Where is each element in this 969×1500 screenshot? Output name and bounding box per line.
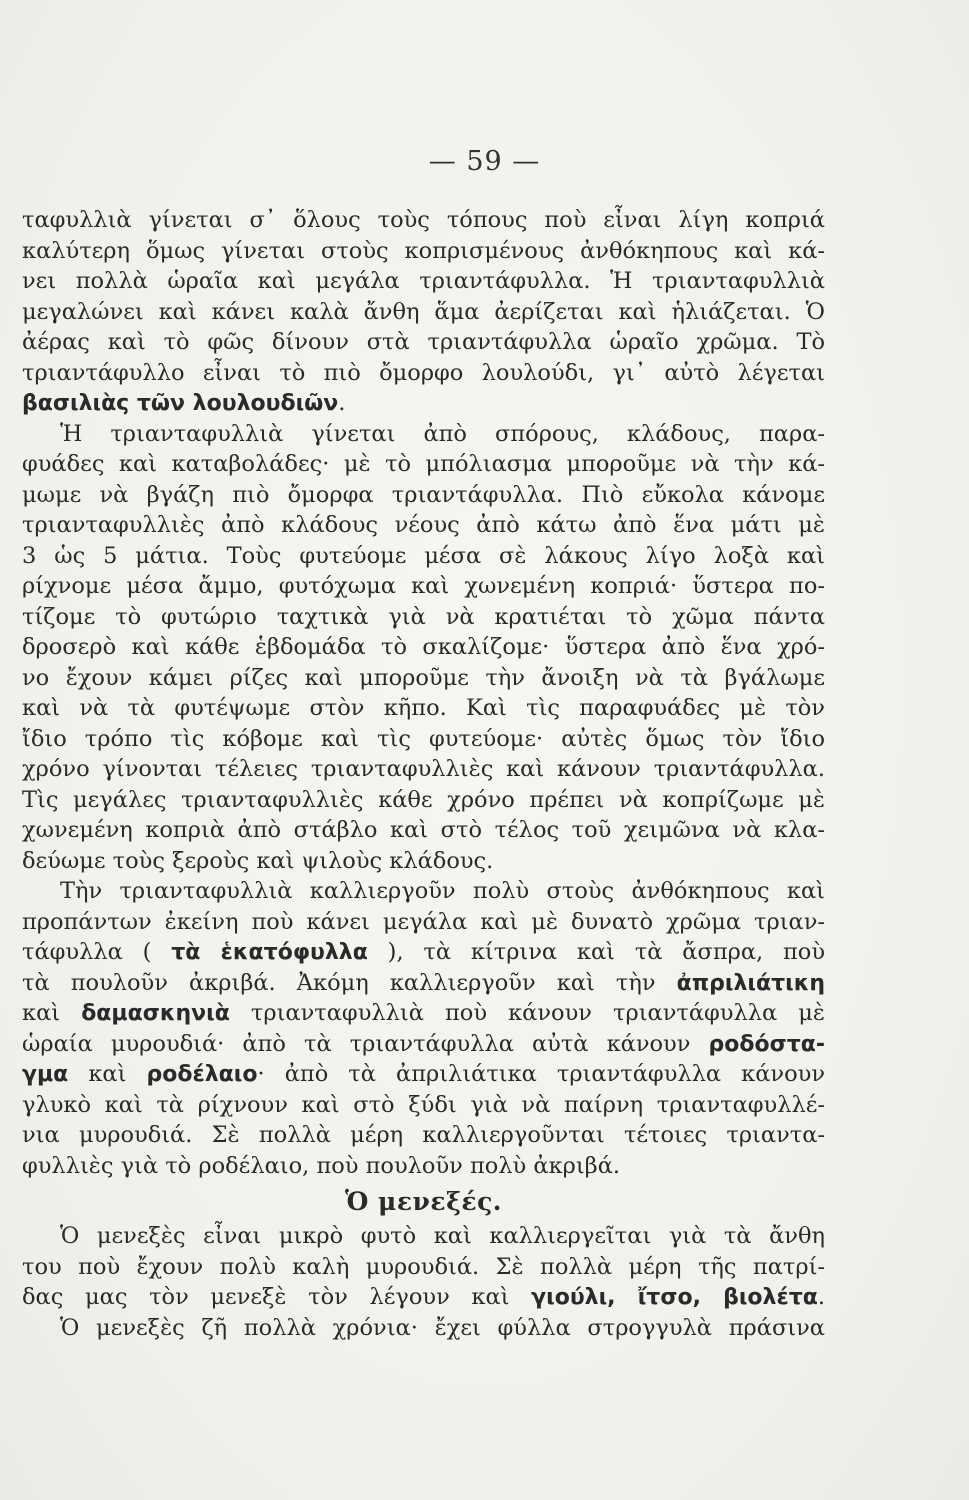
bold-term: ροδέλαιο	[146, 1062, 258, 1087]
text-line: του ποὺ ἔχουν πολὺ καλὴ μυρουδιά. Σὲ πολλὰ μέρη τῆς πατρί-	[22, 1253, 825, 1280]
bold-term: δαμασκηνιὰ	[81, 1001, 230, 1026]
text-line: Τὴν τριανταφυλλιὰ καλλιεργοῦν πολὺ στοὺς ἀνθόκηπους καὶ	[60, 878, 825, 904]
text-line: μωμε νὰ βγάζη πιὸ ὄμορφα τριαντάφυλλα. Πιὸ εὔκολα κάνομε	[22, 481, 825, 508]
text-line: προπάντων ἐκείνη ποὺ κάνει μεγάλα καὶ μὲ δυνατὸ χρῶμα τριαν-	[22, 908, 825, 935]
text-line: νο ἔχουν κάμει ρίζες καὶ μποροῦμε τὴν ἄνοιξη νὰ τὰ βγάλωμε	[22, 664, 825, 691]
page-number: — 59 —	[428, 146, 541, 177]
text-line: Τὶς μεγάλες τριανταφυλλιὲς κάθε χρόνο πρέπει νὰ κοπρίζωμε μὲ	[22, 786, 825, 813]
text-line	[22, 388, 825, 419]
text-line: ρίχνομε μέσα ἄμμο, φυτόχωμα καὶ χωνεμένη κοπριά· ὕστερα πο-	[22, 573, 825, 599]
text-line: ἀέρας καὶ τὸ φῶς δίνουν στὰ τριαντάφυλλα ὡραῖο χρῶμα. Τὸ	[22, 329, 825, 355]
text-line	[22, 1059, 825, 1090]
text-segment: ), τὰ κίτρινα καὶ τὰ ἄσπρα, ποὺ	[367, 939, 826, 965]
text-line: ἴδιο τρόπο τὶς κόβομε καὶ τὶς φυτεύομε· αὐτὲς ὅμως τὸν ἴδιο	[22, 725, 825, 752]
text-line: χωνεμένη κοπριὰ ἀπὸ στάβλο καὶ στὸ τέλος τοῦ χειμῶνα νὰ κλα-	[22, 817, 825, 843]
text-segment: .	[817, 1284, 825, 1310]
text-line: δροσερὸ καὶ κάθε ἑβδομάδα τὸ σκαλίζομε· ὕστερα ἀπὸ ἕνα χρό-	[22, 634, 825, 660]
text-line: δεύωμε τοὺς ξεροὺς καὶ ψιλοὺς κλάδους.	[22, 847, 494, 874]
text-line	[22, 998, 825, 1029]
text-line: τριαντάφυλλο εἶναι τὸ πιὸ ὄμορφο λουλούδι, γι᾽ αὐτὸ λέγεται	[22, 359, 825, 386]
text-line: Ὁ μενεξὲς ζῆ πολλὰ χρόνια· ἔχει φύλλα στρογγυλὰ πράσινα	[60, 1314, 825, 1341]
text-line: νια μυρουδιά. Σὲ πολλὰ μέρη καλλιεργοῦνται τέτοιες τριαντα-	[22, 1122, 825, 1148]
text-line: ταφυλλιὰ γίνεται σ᾽ ὅλους τοὺς τόπους ποὺ εἶναι λίγη κοπριά	[22, 207, 825, 233]
text-line: τριανταφυλλιὲς ἀπὸ κλάδους νέους ἀπὸ κάτω ἀπὸ ἕνα μάτι μὲ	[22, 512, 825, 538]
text-segment: τάφυλλα (	[22, 939, 172, 965]
text-line	[22, 968, 825, 999]
text-line: γλυκὸ καὶ τὰ ρίχνουν καὶ στὸ ξύδι γιὰ νὰ παίρνη τριανταφυλλέ-	[22, 1091, 825, 1118]
bold-term: ροδόστα-	[708, 1031, 825, 1057]
text-line: χρόνο γίνονται τέλειες τριανταφυλλιὲς καὶ κάνουν τριαντάφυλλα.	[22, 756, 825, 782]
text-segment: καὶ	[22, 1000, 82, 1026]
text-line: νει πολλὰ ὡραῖα καὶ μεγάλα τριαντάφυλλα. Ἡ τριανταφυλλιὰ	[22, 268, 825, 294]
text-line: καλύτερη ὅμως γίνεται στοὺς κοπρισμένους ἀνθόκηπους καὶ κά-	[22, 237, 825, 264]
text-segment: καὶ	[68, 1061, 147, 1087]
text-segment: .	[338, 390, 346, 416]
section-heading: Ὁ μενεξές.	[344, 1187, 503, 1216]
bold-term: ἀπριλιάτικη	[676, 970, 825, 996]
text-segment: ὡραία μυρουδιά· ἀπὸ τὰ τριαντάφυλλα αὐτὰ κάνουν	[22, 1030, 709, 1057]
text-line: Ὁ μενεξὲς εἶναι μικρὸ φυτὸ καὶ καλλιεργεῖται γιὰ τὰ ἄνθη	[60, 1223, 825, 1249]
text-segment: τριανταφυλλιὰ ποὺ κάνουν τριαντάφυλλα μὲ	[229, 1000, 825, 1026]
text-segment: τὰ πουλοῦν ἀκριβά. Ἀκόμη καλλιεργοῦν καὶ τὴν	[22, 969, 677, 996]
text-line: φυάδες καὶ καταβολάδες· μὲ τὸ μπόλιασμα μποροῦμε νὰ τὴν κά-	[22, 451, 825, 477]
text-line: φυλλιὲς γιὰ τὸ ροδέλαιο, ποὺ πουλοῦν πολὺ ἀκριβά.	[22, 1152, 621, 1179]
bold-term: γμα	[22, 1062, 69, 1087]
text-line: Ἡ τριανταφυλλιὰ γίνεται ἀπὸ σπόρους, κλάδους, παρα-	[60, 420, 825, 447]
text-line: μεγαλώνει καὶ κάνει καλὰ ἄνθη ἅμα ἀερίζεται καὶ ἡλιάζεται. Ὁ	[22, 298, 825, 325]
bold-term: βασιλιὰς τῶν λουλουδιῶν	[22, 391, 339, 416]
text-line	[22, 1029, 825, 1060]
text-line	[22, 1282, 825, 1313]
body-text	[22, 205, 825, 1343]
bold-term: γιούλι, ἴτσο, βιολέτα	[531, 1285, 818, 1310]
text-line: 3 ὡς 5 μάτια. Τοὺς φυτεύομε μέσα σὲ λάκους λίγο λοξὰ καὶ	[22, 542, 825, 569]
text-line: καὶ νὰ τὰ φυτέψωμε στὸν κῆπο. Καὶ τὶς παραφυάδες μὲ τὸν	[22, 695, 825, 721]
bold-term: τὰ ἑκατόφυλλα	[171, 940, 368, 965]
text-line: τίζομε τὸ φυτώριο ταχτικὰ γιὰ νὰ κρατιέται τὸ χῶμα πάντα	[22, 603, 825, 630]
text-line	[22, 937, 825, 968]
text-segment: δας μας τὸν μενεξὲ τὸν λέγουν καὶ	[22, 1284, 532, 1310]
text-segment: · ἀπὸ τὰ ἀπριλιάτικα τριαντάφυλλα κάνουν	[257, 1061, 825, 1087]
